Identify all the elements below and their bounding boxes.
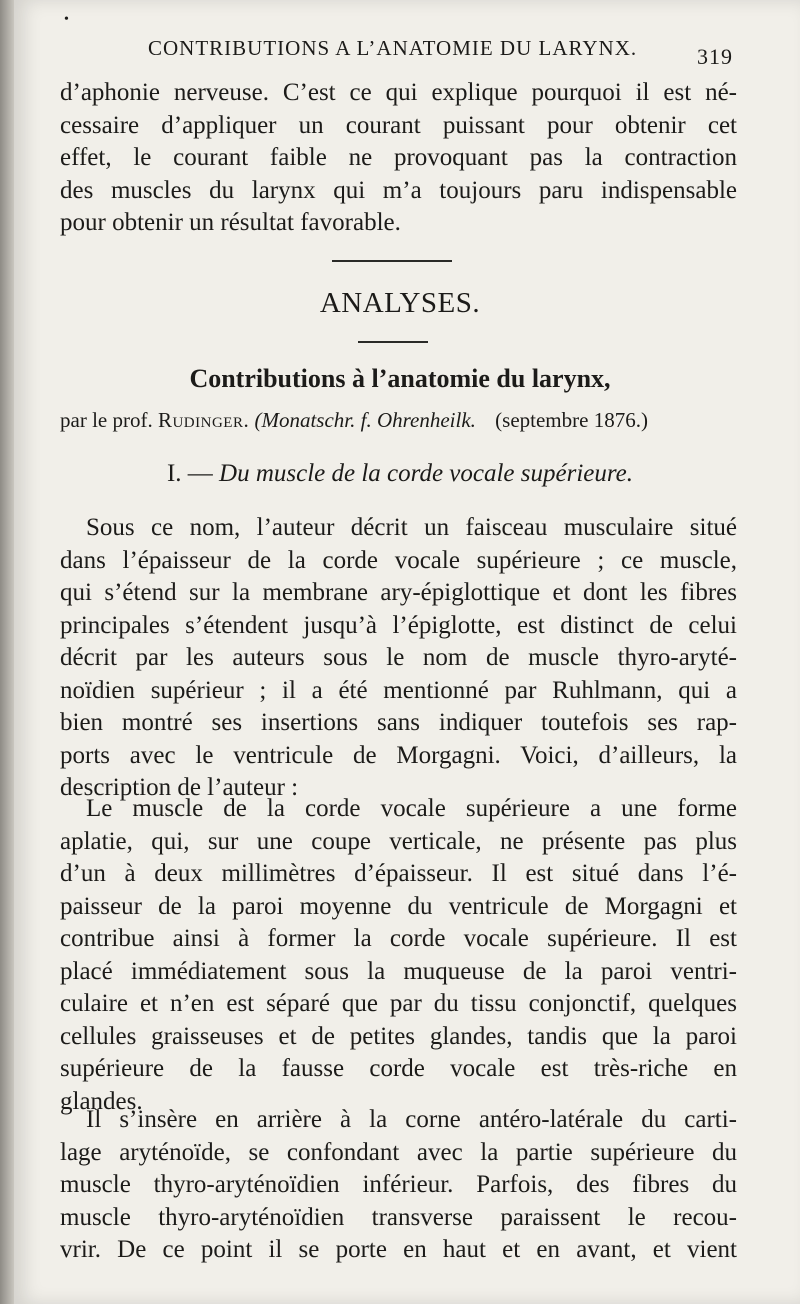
publication-date: (septembre 1876.)	[495, 408, 648, 432]
text-line: qui s’étend sur la membrane ary-épiglottique et dont les fibres	[60, 579, 737, 606]
text-line: paisseur de la paroi moyenne du ventricule de Morgagni et	[60, 892, 737, 920]
margin-dot: •	[64, 12, 69, 27]
subsection-number: I. —	[166, 460, 213, 487]
text-line: placé immédiatement sous la muqueuse de la paroi ventri-	[60, 957, 737, 985]
subsection-title: Du muscle de la corde vocale supérieure.	[219, 460, 634, 487]
text-line: pour obtenir un résultat favorable.	[60, 209, 401, 236]
text-line: Le muscle de la corde vocale supérieure a une forme	[86, 795, 737, 822]
text-line: des muscles du larynx qui m’a toujours paru indispensable	[60, 176, 737, 204]
text-line: décrit par les auteurs sous le nom de muscle thyro-aryté-	[60, 644, 737, 671]
paragraph-2	[60, 793, 737, 1118]
section-rule-top	[332, 260, 452, 262]
text-line: ports avec le ventricule de Morgagni. Voici, d’ailleurs, la	[60, 741, 737, 769]
text-line: Il s’insère en arrière à la corne antéro-latérale du carti-	[86, 1106, 737, 1133]
section-rule-bottom	[358, 341, 428, 343]
text-line: vrir. De ce point il se porte en haut et en avant, et vient	[60, 1236, 737, 1263]
text-line: dans l’épaisseur de la corde vocale supérieure ; ce muscle,	[60, 546, 737, 574]
text-line: bien montré ses insertions sans indiquer toutefois ses rap-	[60, 709, 737, 736]
text-line: glandes.	[60, 1087, 143, 1115]
journal-reference: (Monatschr. f. Ohrenheilk.	[254, 408, 476, 432]
byline-prefix: par le prof.	[60, 408, 153, 432]
author-name: Rudinger.	[157, 408, 250, 432]
paragraph-1	[60, 512, 737, 805]
page-number: 319	[697, 44, 733, 69]
text-line: noïdien supérieur ; il a été mentionné par Ruhlmann, qui a	[60, 676, 737, 704]
text-line: Sous ce nom, l’auteur décrit un faisceau musculaire situé	[86, 514, 737, 541]
paragraph-3	[60, 1104, 737, 1267]
article-title: Contributions à l’anatomie du larynx,	[189, 364, 611, 393]
text-line: supérieure de la fausse corde vocale est très-riche en	[60, 1055, 737, 1082]
article-byline	[60, 408, 740, 433]
text-line: aplatie, qui, sur une coupe verticale, ne présente pas plus	[60, 827, 737, 855]
subsection-heading	[0, 460, 800, 488]
text-line: d’un à deux millimètres d’épaisseur. Il est situé dans l’é-	[60, 860, 737, 887]
text-line: muscle thyro-aryténoïdien transverse paraissent le recou-	[60, 1203, 737, 1231]
text-line: principales s’étendent jusqu’à l’épiglotte, est distinct de celui	[60, 611, 737, 639]
text-line: effet, le courant faible ne provoquant pas la contraction	[60, 144, 737, 171]
text-line: culaire et n’en est séparé que par du tissu conjonctif, quelques	[60, 990, 737, 1017]
text-line: lage aryténoïde, se confondant avec la partie supérieure du	[60, 1138, 737, 1166]
section-title: ANALYSES.	[319, 287, 481, 319]
text-line: cellules graisseuses et de petites glandes, tandis que la paroi	[60, 1022, 737, 1050]
book-gutter-shadow	[0, 0, 14, 1304]
text-line: description de l’auteur :	[60, 774, 299, 801]
running-head: CONTRIBUTIONS A L’ANATOMIE DU LARYNX.	[148, 36, 638, 60]
text-line: cessaire d’appliquer un courant puissant pour obtenir cet	[60, 111, 737, 139]
intro-paragraph	[60, 77, 737, 240]
text-line: muscle thyro-aryténoïdien inférieur. Parfois, des fibres du	[60, 1171, 737, 1198]
text-line: contribue ainsi à former la corde vocale supérieure. Il est	[60, 925, 737, 952]
text-line: d’aphonie nerveuse. C’est ce qui explique pourquoi il est né-	[60, 79, 737, 106]
